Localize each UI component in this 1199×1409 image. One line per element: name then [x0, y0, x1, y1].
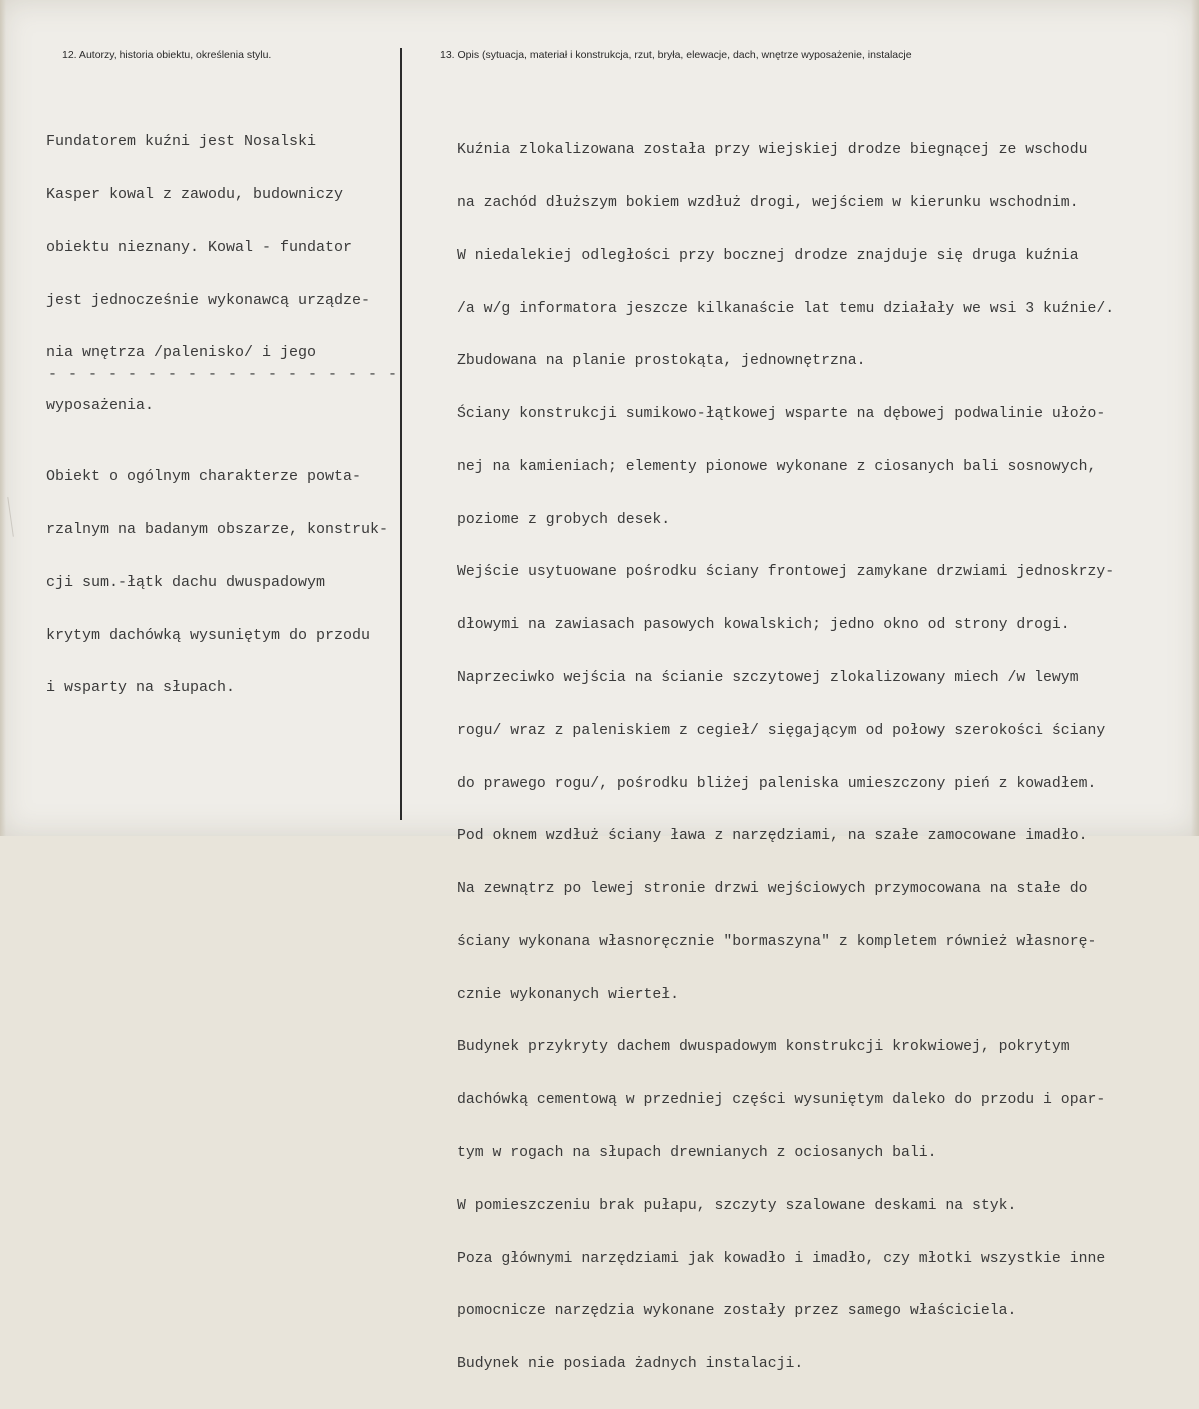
text-line: pomocnicze narzędzia wykonane zostały przez samego właściciela. — [457, 1303, 1017, 1320]
text-line: na zachód dłuższym bokiem wzdłuż drogi, wejściem w kierunku wschodnim. — [457, 194, 1079, 211]
page-edge-right — [1191, 0, 1199, 836]
text-line: Ściany konstrukcji sumikowo-łątkowej wsparte na dębowej podwalinie ułożo- — [457, 406, 1106, 423]
margin-pencil-mark — [7, 495, 25, 536]
text-line: Budynek nie posiada żadnych instalacji. — [457, 1356, 804, 1373]
text-line: Wejście usytuowane pośrodku ściany frontowej zamykane drzwiami jednoskrzy- — [457, 564, 1115, 581]
text-line: do prawego rogu/, pośrodku bliżej paleniska umieszczony pień z kowadłem. — [457, 775, 1097, 792]
object-description-text — [457, 107, 1114, 1409]
text-line: poziome z grobych desek. — [457, 511, 671, 528]
text-line: Obiekt o ogólnym charakterze powta- — [46, 468, 362, 486]
text-line: Naprzeciwko wejścia na ścianie szczytowej zlokalizowany miech /w lewym — [457, 670, 1079, 686]
text-line: Budynek przykryty dachem dwuspadowym konstrukcji krokwiowej, pokrytym — [457, 1039, 1070, 1056]
text-line: /a w/g informatora jeszcze kilkanaście lat temu działały we wsi 3 kuźnie/. — [457, 300, 1115, 317]
text-line: nej na kamieniach; elementy pionowe wykonane z ciosanych bali sosnowych, — [457, 458, 1097, 475]
text-line: Kuźnia zlokalizowana została przy wiejskiej drodze biegnącej ze wschodu — [457, 142, 1088, 159]
text-line: ściany wykonana własnoręcznie "bormaszyna" z kompletem również własnorę- — [457, 933, 1097, 950]
text-line: W pomieszczeniu brak pułapu, szczyty szalowane deskami na styk. — [457, 1197, 1017, 1214]
text-line: cji sum.-łątk dachu dwuspadowym — [46, 573, 326, 591]
text-line: i wsparty na słupach. — [46, 679, 236, 697]
section-12-heading: 12. Autorzy, historia obiektu, określenia stylu. — [62, 49, 272, 61]
text-line: Fundatorem kuźni jest Nosalski — [46, 133, 317, 151]
text-line: cznie wykonanych wierteł. — [457, 986, 679, 1003]
text-line: Pod oknem wzdłuż ściany ława z narzędziami, na szałe zamocowane imadło. — [457, 828, 1088, 845]
text-line: dłowymi na zawiasach pasowych kowalskich; jedno okno od strony drogi. — [457, 617, 1070, 634]
text-line: Poza głównymi narzędziami jak kowadło i imadło, czy młotki wszystkie inne — [457, 1250, 1106, 1267]
text-line: dachówką cementową w przedniej części wysuniętym daleko do przodu i opar- — [457, 1092, 1106, 1109]
text-line: Kasper kowal z zawodu, budowniczy — [46, 185, 344, 203]
page-edge-left — [0, 0, 6, 836]
text-line: Zbudowana na planie prostokąta, jednownętrzna. — [457, 353, 866, 370]
text-line: krytym dachówką wysuniętym do przodu — [46, 626, 371, 644]
authors-history-text — [46, 98, 370, 450]
text-line: jest jednocześnie wykonawcą urządze- — [46, 291, 371, 309]
section-13-heading: 13. Opis (sytuacja, materiał i konstrukcja, rzut, bryła, elewacje, dach, wnętrze wyposażenie, instalacje — [440, 49, 912, 61]
text-line: rogu/ wraz z paleniskiem z cegieł/ sięgającym od połowy szerokości ściany — [457, 722, 1106, 739]
section-separator: - - - - - - - - - - - - - - - - - - — [48, 366, 399, 383]
text-line: W niedalekiej odległości przy bocznej drodze znajduje się druga kuźnia — [457, 247, 1079, 264]
text-line: wyposażenia. — [46, 397, 155, 415]
column-divider — [400, 48, 402, 820]
text-line: nia wnętrza /palenisko/ i jego — [46, 344, 317, 362]
text-line: rzalnym na badanym obszarze, konstruk- — [46, 520, 389, 538]
text-line: tym w rogach na słupach drewnianych z ociosanych bali. — [457, 1145, 937, 1162]
text-line: Na zewnątrz po lewej stronie drzwi wejściowych przymocowana na stałe do — [457, 881, 1088, 898]
text-line: obiektu nieznany. Kowal - fundator — [46, 238, 353, 256]
style-description-text — [46, 433, 388, 732]
